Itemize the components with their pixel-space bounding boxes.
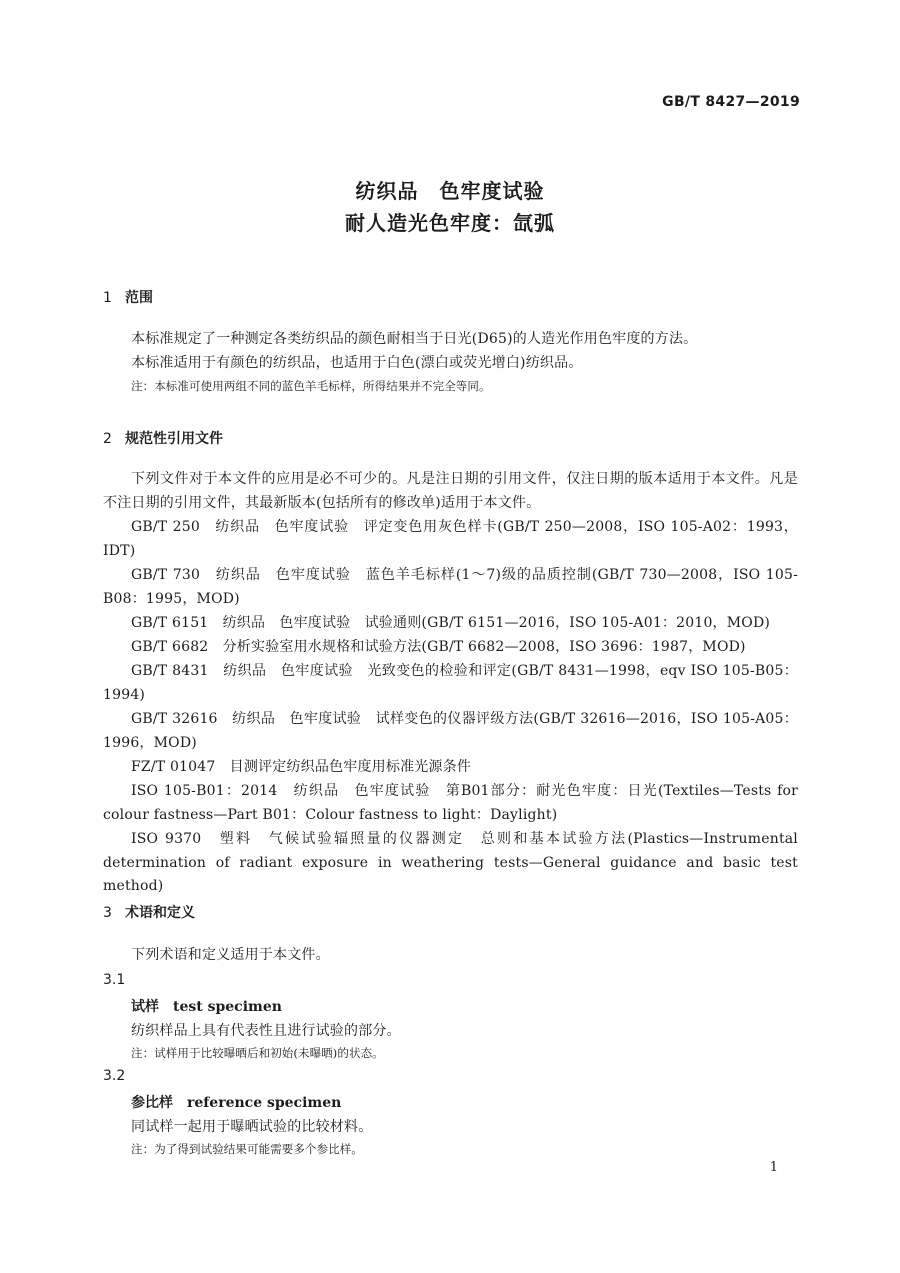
reference-item: GB/T 6151 纺织品 色牢度试验 试验通则(GB/T 6151—2016，ISO 105-A01：2010，MOD) bbox=[131, 615, 771, 631]
reference-item: GB/T 730 纺织品 色牢度试验 蓝色羊毛标样(1～7)级的品质控制(GB/T 730—2008，ISO 105-B08：1995，MOD) bbox=[103, 567, 798, 607]
reference-item: ISO 9370 塑料 气候试验辐照量的仪器测定 总则和基本试验方法(Plastics—Instrumental determination of radiant exposure in weathering tests—General guidance and basic test method) bbox=[103, 831, 798, 895]
term-cn: 试样 bbox=[131, 999, 159, 1015]
scope-note: 注：本标准可使用两组不同的蓝色羊毛标样，所得结果并不完全等同。 bbox=[131, 379, 491, 393]
terms-intro: 下列术语和定义适用于本文件。 bbox=[131, 947, 330, 963]
document-code: GB/T 8427—2019 bbox=[662, 94, 800, 110]
term-heading bbox=[131, 996, 282, 1016]
section-title: 规范性引用文件 bbox=[125, 431, 223, 447]
section-number: 2 bbox=[103, 431, 112, 447]
term-definition: 同试样一起用于曝晒试验的比较材料。 bbox=[131, 1119, 373, 1135]
term-heading bbox=[131, 1092, 341, 1112]
term-en: reference specimen bbox=[187, 1095, 342, 1111]
term-cn: 参比样 bbox=[131, 1095, 173, 1111]
term-number: 3.2 bbox=[103, 1068, 126, 1084]
section-title: 术语和定义 bbox=[125, 905, 195, 921]
section-heading-terms bbox=[103, 902, 195, 922]
term-number: 3.1 bbox=[103, 972, 126, 988]
reference-item: GB/T 8431 纺织品 色牢度试验 光致变色的检验和评定(GB/T 8431—1998，eqv ISO 105-B05：1994) bbox=[103, 663, 798, 703]
section-title: 范围 bbox=[125, 290, 153, 306]
document-title-line2: 耐人造光色牢度：氙弧 bbox=[345, 211, 555, 235]
reference-item: FZ/T 01047 目测评定纺织品色牢度用标准光源条件 bbox=[131, 759, 472, 775]
section-number: 3 bbox=[103, 905, 112, 921]
term-note: 注：试样用于比较曝晒后和初始(未曝晒)的状态。 bbox=[131, 1046, 384, 1060]
section-number: 1 bbox=[103, 290, 112, 306]
term-note: 注：为了得到试验结果可能需要多个参比样。 bbox=[131, 1142, 363, 1156]
scope-paragraph-1: 本标准规定了一种测定各类纺织品的颜色耐相当于日光(D65)的人造光作用色牢度的方法。 bbox=[131, 331, 698, 347]
reference-item: ISO 105-B01：2014 纺织品 色牢度试验 第B01部分：耐光色牢度：日光(Textiles—Tests for colour fastness—Part B01：Colour fastness to light：Daylight) bbox=[103, 783, 798, 823]
references-intro: 下列文件对于本文件的应用是必不可少的。凡是注日期的引用文件，仅注日期的版本适用于本文件。凡是不注日期的引用文件，其最新版本(包括所有的修改单)适用于本文件。 bbox=[103, 471, 798, 511]
term-definition: 纺织样品上具有代表性且进行试验的部分。 bbox=[131, 1023, 401, 1039]
section-heading-scope bbox=[103, 287, 153, 307]
section-heading-references bbox=[103, 428, 223, 448]
page-number: 1 bbox=[769, 1160, 778, 1175]
reference-item: GB/T 32616 纺织品 色牢度试验 试样变色的仪器评级方法(GB/T 32616—2016，ISO 105-A05：1996，MOD) bbox=[103, 711, 798, 751]
document-title-line1: 纺织品 色牢度试验 bbox=[355, 179, 545, 203]
scope-paragraph-2: 本标准适用于有颜色的纺织品，也适用于白色(漂白或荧光增白)纺织品。 bbox=[131, 355, 583, 371]
reference-item: GB/T 250 纺织品 色牢度试验 评定变色用灰色样卡(GB/T 250—2008，ISO 105-A02：1993，IDT) bbox=[103, 519, 798, 559]
term-en: test specimen bbox=[173, 999, 282, 1015]
reference-item: GB/T 6682 分析实验室用水规格和试验方法(GB/T 6682—2008，ISO 3696：1987，MOD) bbox=[131, 639, 746, 655]
